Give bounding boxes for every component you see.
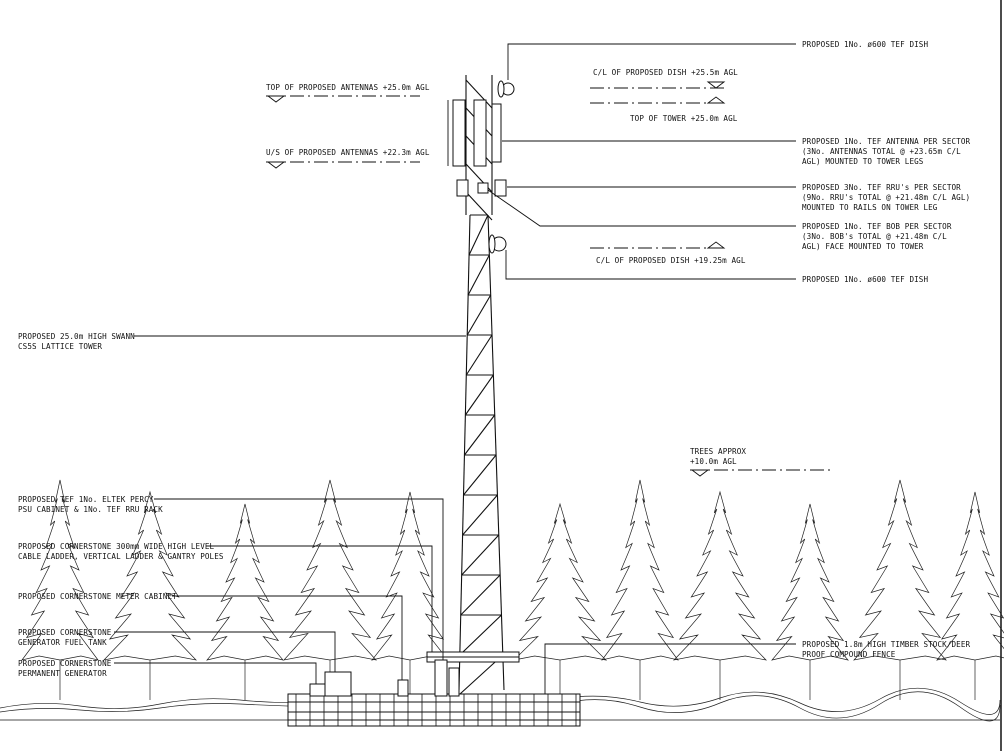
annotation-rru-line-3: MOUNTED TO RAILS ON TOWER LEG xyxy=(802,203,938,212)
level-dish-upper xyxy=(590,68,738,88)
level-dish-upper-label: C/L OF PROPOSED DISH +25.5m AGL xyxy=(593,68,738,77)
tree-shape xyxy=(772,504,848,700)
annotation-rru-line-1: PROPOSED 3No. TEF RRU's PER SECTOR xyxy=(802,183,961,192)
permanent-generator xyxy=(310,684,326,696)
tree-shape xyxy=(854,480,946,700)
trees-illustration xyxy=(22,480,1004,700)
tree-shape xyxy=(284,480,376,700)
annotation-tower xyxy=(18,332,466,351)
level-top-antennas-label: TOP OF PROPOSED ANTENNAS +25.0m AGL xyxy=(266,83,430,92)
tree-shape xyxy=(514,504,606,700)
compound-fence xyxy=(288,694,580,726)
level-top-tower xyxy=(590,97,738,123)
annotation-generator-line-2: PERMANENT GENERATOR xyxy=(18,669,107,678)
level-us-antennas-label: U/S OF PROPOSED ANTENNAS +22.3m AGL xyxy=(266,148,430,157)
tree-shape xyxy=(207,504,283,700)
annotation-psu-line-1: PROPOSED TEF 1No. ELTEK PERCY xyxy=(18,495,154,504)
generator-fuel-tank xyxy=(325,672,351,696)
annotation-dish-top-text: PROPOSED 1No. ø600 TEF DISH xyxy=(802,40,929,49)
level-dish-lower-label: C/L OF PROPOSED DISH +19.25m AGL xyxy=(596,256,746,265)
annotation-meter-text: PROPOSED CORNERSTONE METER CABINET xyxy=(18,592,177,601)
annotation-tower-line-2: CS5S LATTICE TOWER xyxy=(18,342,103,351)
level-dish-lower xyxy=(590,242,746,265)
lower-dish xyxy=(489,235,506,253)
annotation-antenna xyxy=(502,137,971,166)
annotation-generator xyxy=(18,659,316,684)
annotation-antenna-line-3: AGL) MOUNTED TO TOWER LEGS xyxy=(802,157,924,166)
annotation-psu-line-2: PSU CABINET & 1No. TEF RRU RACK xyxy=(18,505,163,514)
tree-shape xyxy=(674,492,766,700)
annotation-bob-line-1: PROPOSED 1No. TEF BOB PER SECTOR xyxy=(802,222,952,231)
rru-units xyxy=(457,180,506,196)
level-top-tower-label: TOP OF TOWER +25.0m AGL xyxy=(630,114,738,123)
annotation-fuel-line-2: GENERATOR FUEL TANK xyxy=(18,638,107,647)
meter-cabinet xyxy=(398,680,408,696)
level-top-antennas xyxy=(266,83,430,102)
annotation-fence-line-1: PROPOSED 1.8m HIGH TIMBER STOCK/DEER xyxy=(802,640,971,649)
annotation-generator-line-1: PROPOSED CORNERSTONE xyxy=(18,659,112,668)
annotation-ladder-line-2: CABLE LADDER, VERTICAL LADDER & GANTRY POLES xyxy=(18,552,224,561)
annotation-bob-line-3: AGL) FACE MOUNTED TO TOWER xyxy=(802,242,924,251)
annotation-fence xyxy=(545,640,971,694)
annotation-antenna-line-2: (3No. ANTENNAS TOTAL @ +23.65m C/L xyxy=(802,147,961,156)
upper-dish xyxy=(498,81,514,97)
annotation-fuel-line-1: PROPOSED CORNERSTONE xyxy=(18,628,112,637)
annotation-ladder-line-1: PROPOSED CORNERSTONE 300mm WIDE HIGH LEVEL xyxy=(18,542,215,551)
tree-shape xyxy=(937,492,1004,700)
annotation-antenna-line-1: PROPOSED 1No. TEF ANTENNA PER SECTOR xyxy=(802,137,971,146)
annotation-rru-line-2: (9No. RRU's TOTAL @ +21.48m C/L AGL) xyxy=(802,193,971,202)
lattice-tower xyxy=(459,75,504,695)
tree-shape xyxy=(602,480,678,700)
annotation-rru xyxy=(507,183,970,212)
psu-cabinet xyxy=(435,660,459,696)
annotation-dish-bottom-text: PROPOSED 1No. ø600 TEF DISH xyxy=(802,275,929,284)
level-trees xyxy=(690,447,830,476)
antenna-panels xyxy=(448,100,501,166)
annotation-bob-line-2: (3No. BOB's TOTAL @ +21.48m C/L xyxy=(802,232,947,241)
annotation-fence-line-2: PROOF COMPOUND FENCE xyxy=(802,650,896,659)
level-us-antennas xyxy=(266,148,430,168)
level-trees-label-1: TREES APPROX xyxy=(690,447,747,456)
annotation-tower-line-1: PROPOSED 25.0m HIGH SWANN xyxy=(18,332,135,341)
level-trees-label-2: +10.0m AGL xyxy=(690,457,737,466)
